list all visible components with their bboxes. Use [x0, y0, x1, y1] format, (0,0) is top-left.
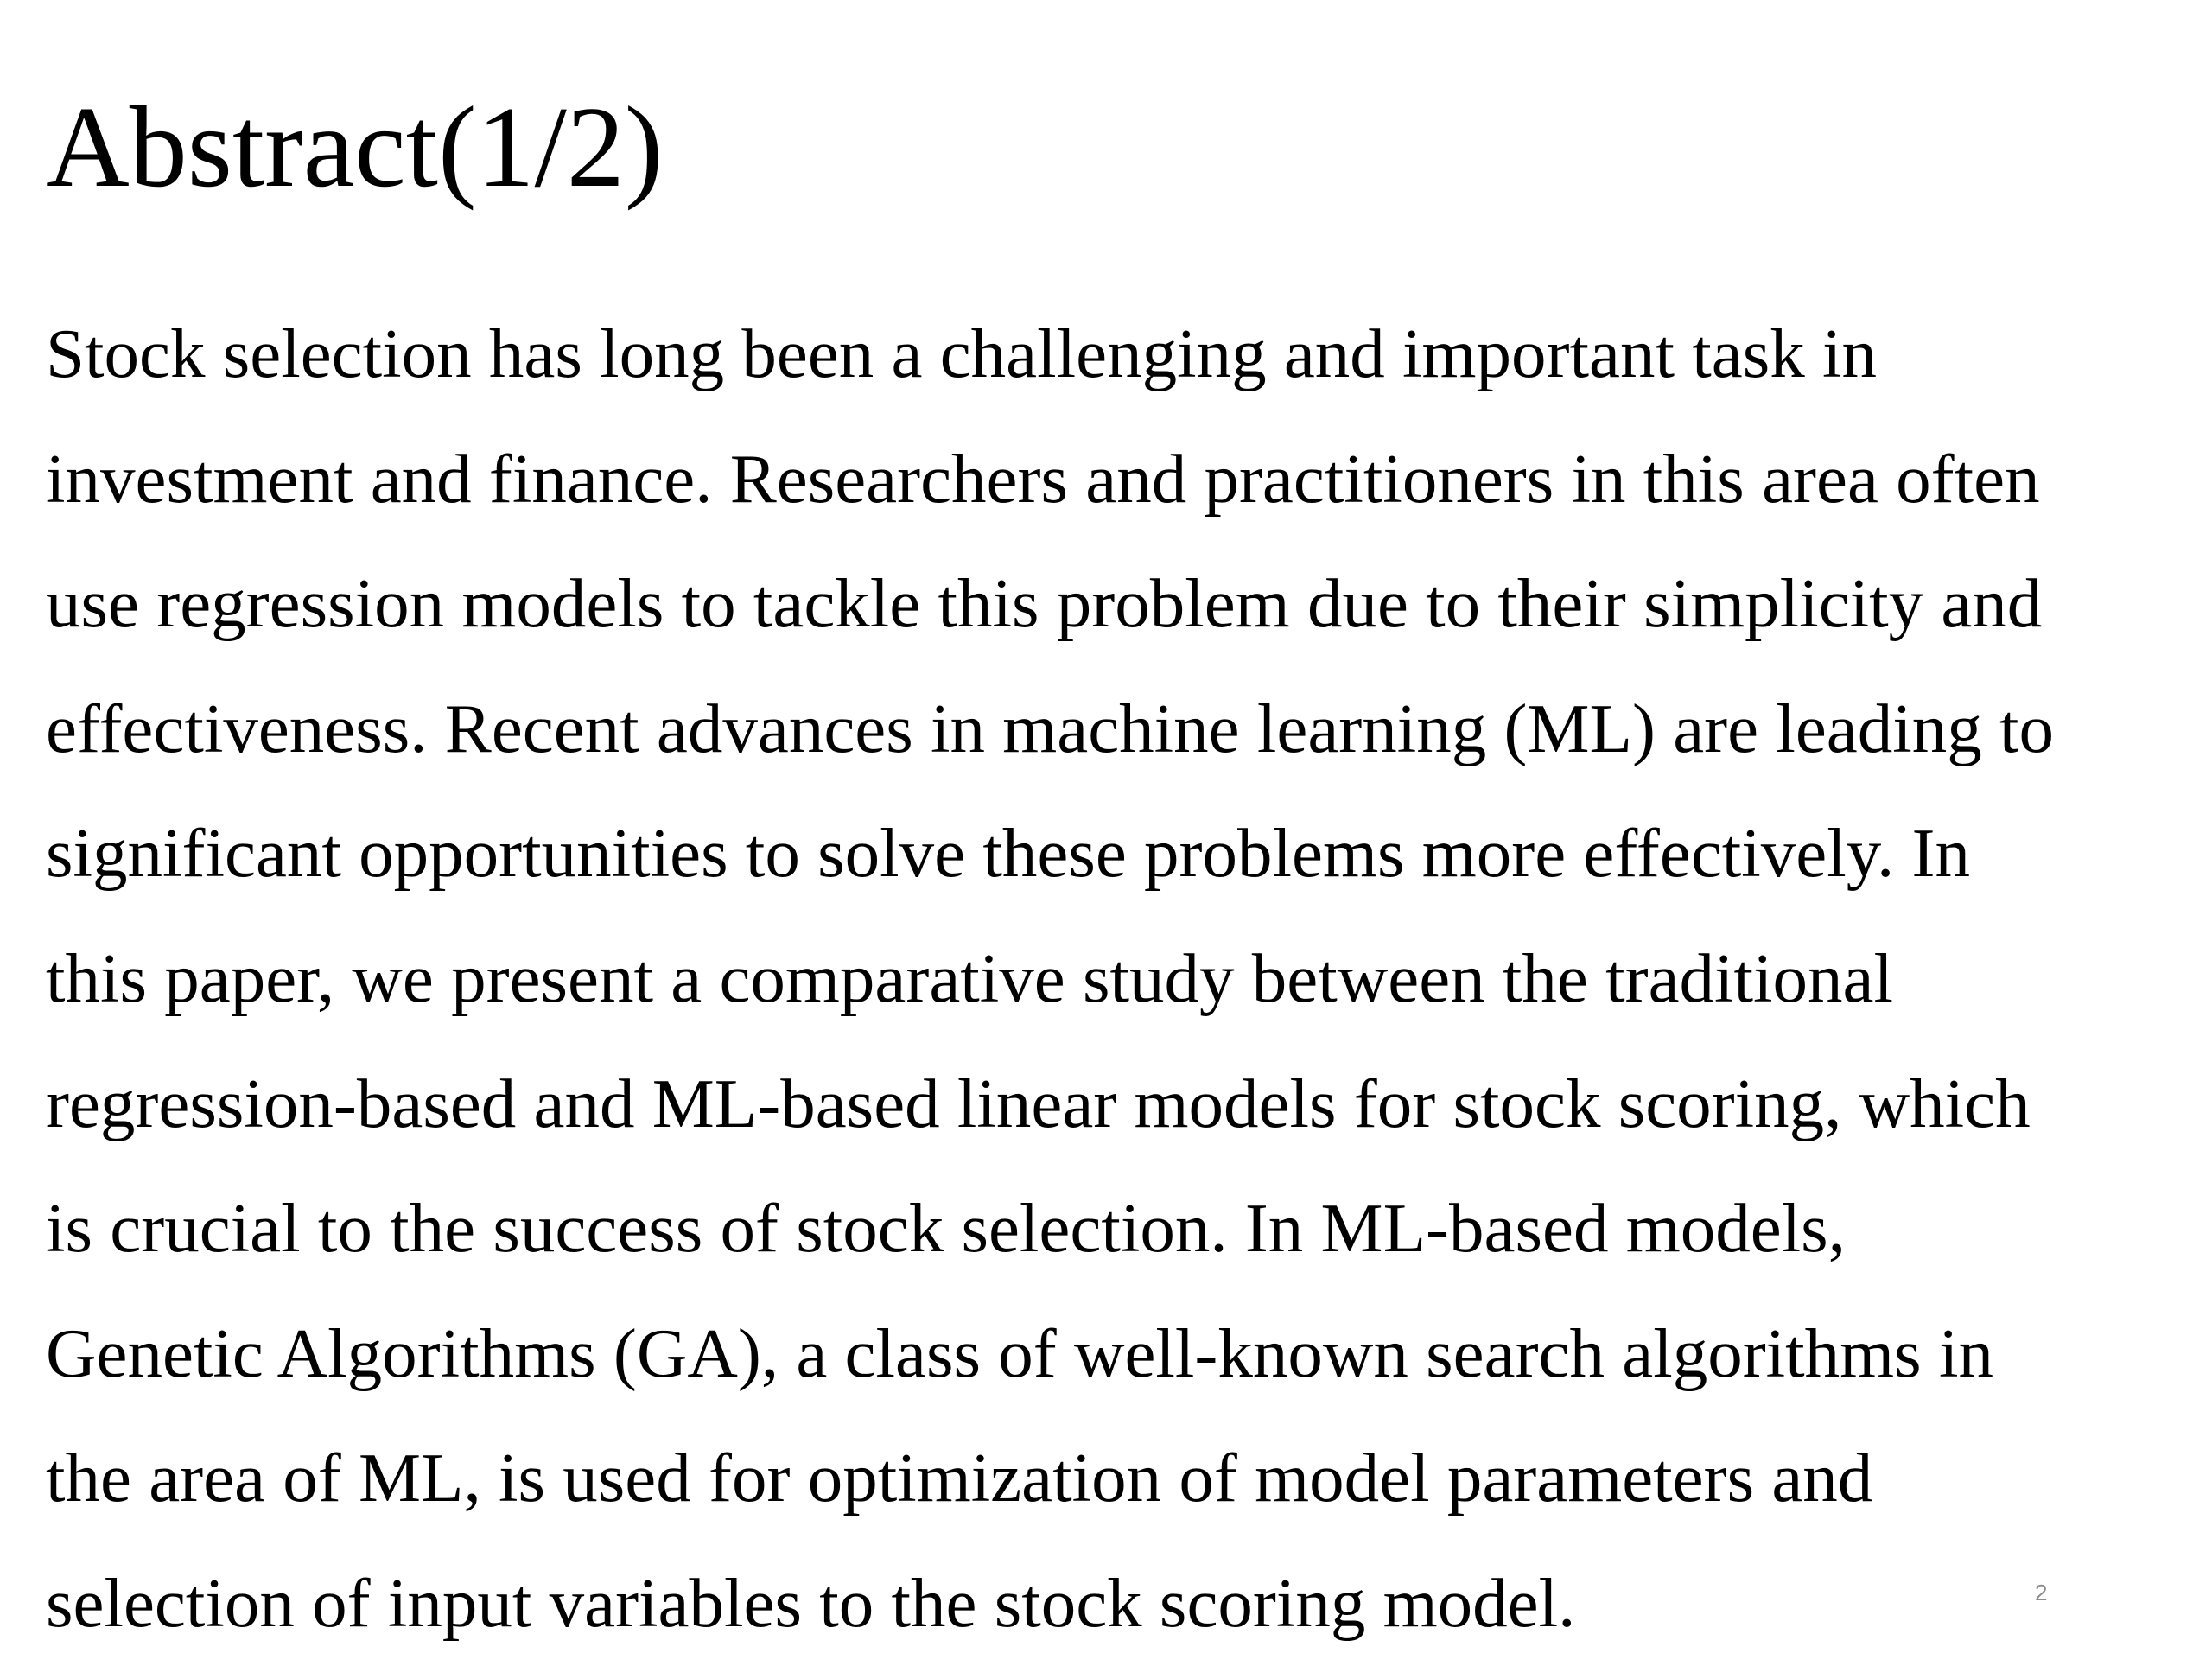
- abstract-line: Stock selection has long been a challenging and important task in: [46, 315, 1877, 392]
- abstract-body: [46, 291, 2180, 1666]
- abstract-line: significant opportunities to solve these problems more effectively. In: [46, 814, 1970, 893]
- abstract-line: selection of input variables to the stock scoring model.: [46, 1563, 1576, 1642]
- slide-title: Abstract(1/2): [46, 83, 664, 211]
- page-number: 2: [2035, 1580, 2048, 1606]
- abstract-line: Genetic Algorithms (GA), a class of well-known search algorithms in: [46, 1313, 1993, 1392]
- abstract-line: this paper, we present a comparative study between the traditional: [46, 938, 1893, 1017]
- abstract-line: is crucial to the success of stock selection. In ML-based models,: [46, 1189, 1846, 1268]
- abstract-line: the area of ML, is used for optimization of model parameters and: [46, 1439, 1873, 1517]
- abstract-line: regression-based and ML-based linear models for stock scoring, which: [46, 1064, 2031, 1142]
- abstract-line: effectiveness. Recent advances in machine learning (ML) are leading to: [46, 689, 2055, 767]
- abstract-line: use regression models to tackle this problem due to their simplicity and: [46, 564, 2043, 643]
- abstract-line: investment and finance. Researchers and practitioners in this area often: [46, 439, 2040, 518]
